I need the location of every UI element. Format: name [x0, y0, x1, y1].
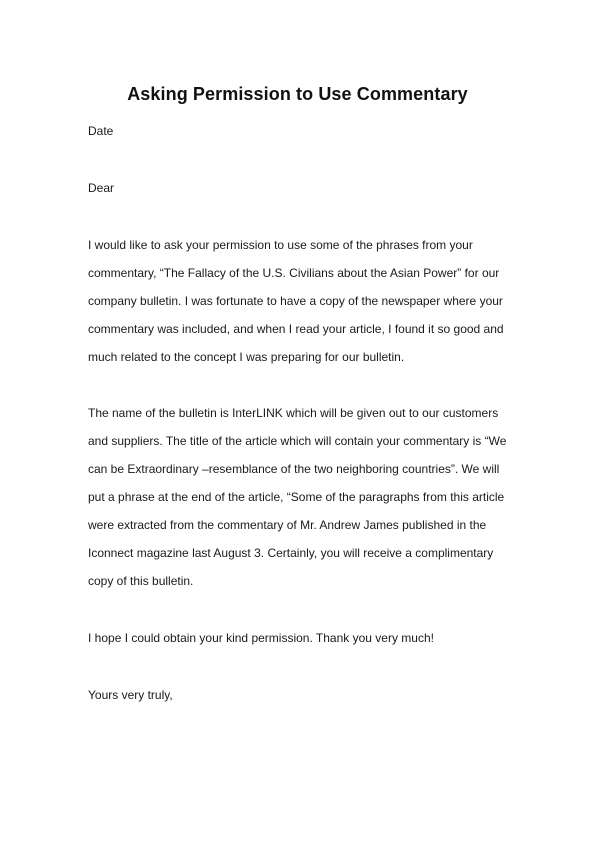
salutation: Dear	[88, 181, 115, 195]
paragraph-line: were extracted from the commentary of Mr. Andrew James published in the	[88, 518, 487, 532]
paragraph-line: and suppliers. The title of the article which will contain your commentary is “We	[88, 434, 507, 448]
date-label: Date	[88, 124, 114, 138]
closing: Yours very truly,	[88, 688, 173, 702]
paragraph-line: The name of the bulletin is InterLINK which will be given out to our customers	[88, 406, 499, 420]
paragraph-line: much related to the concept I was preparing for our bulletin.	[88, 350, 405, 364]
document-title: Asking Permission to Use Commentary	[127, 84, 468, 104]
paragraph-line: put a phrase at the end of the article, “Some of the paragraphs from this article	[88, 490, 505, 504]
paragraph-line: can be Extraordinary –resemblance of the two neighboring countries”. We will	[88, 462, 500, 476]
paragraph-line: copy of this bulletin.	[88, 574, 194, 588]
paragraph-line: I would like to ask your permission to use some of the phrases from your	[88, 238, 473, 252]
paragraph-line: I hope I could obtain your kind permission. Thank you very much!	[88, 631, 434, 645]
paragraph-line: commentary was included, and when I read your article, I found it so good and	[88, 322, 504, 336]
paragraph-line: company bulletin. I was fortunate to have a copy of the newspaper where your	[88, 294, 503, 308]
paragraph-line: Iconnect magazine last August 3. Certainly, you will receive a complimentary	[88, 546, 494, 560]
paragraph-line: commentary, “The Fallacy of the U.S. Civilians about the Asian Power” for our	[88, 266, 500, 280]
